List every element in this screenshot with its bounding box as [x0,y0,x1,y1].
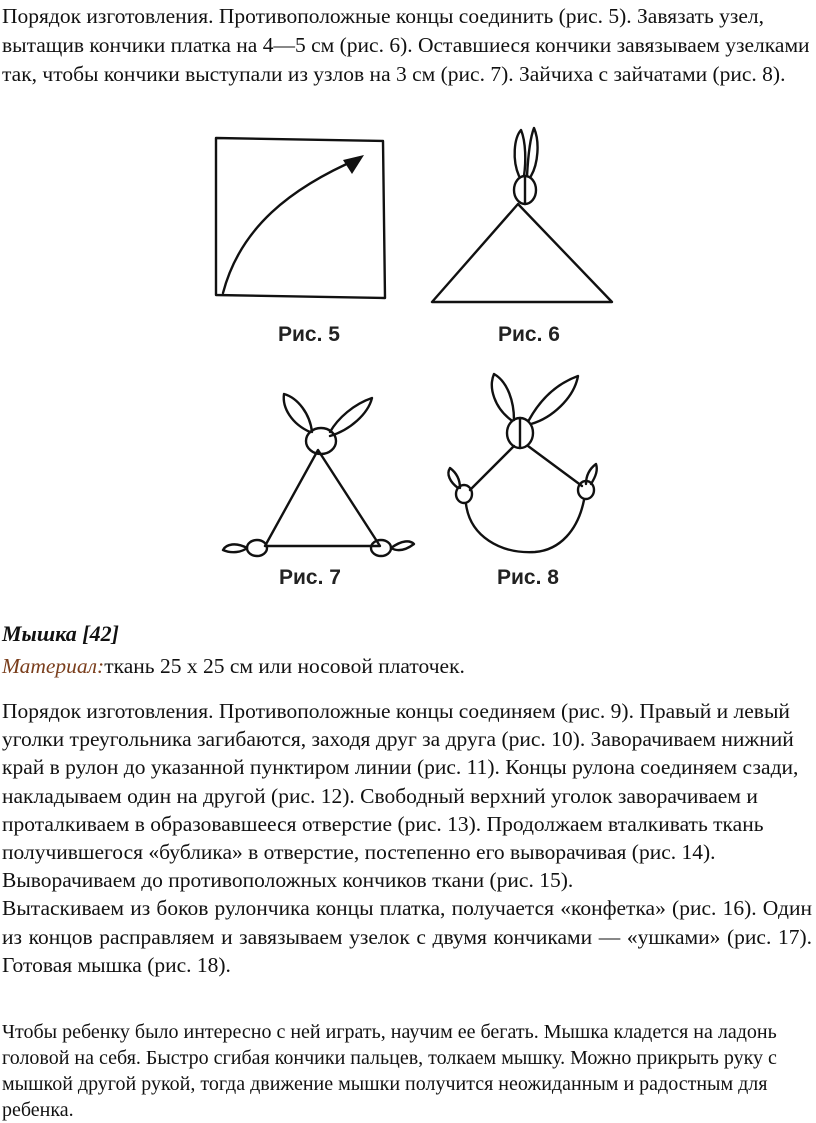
fig6-caption: Рис. 6 [498,323,560,346]
material-text: ткань 25 х 25 см или носовой платочек. [104,654,465,678]
figures-block [0,118,816,608]
intro-paragraph: Порядок изготовления. Противоположные концы соединить (рис. 5). Завязать узел, вытащив кончики платка на 4—5 см (рис. 6). Оставшиеся кончики завязываем узелками так, чтобы кончики выступали из узлов на 3 см (рис. 7). Зайчиха с зайчатами (рис. 8). [2,4,810,86]
fig7-caption: Рис. 7 [279,566,341,589]
instructions-paragraph [2,697,812,979]
section-heading: Мышка [42] [2,621,119,646]
fig8-drawing [448,374,596,552]
fig6-drawing [432,128,612,302]
fig8-caption: Рис. 8 [497,566,559,589]
material-label: Материал: [2,654,105,678]
material-line [2,652,465,681]
fig7-drawing [223,394,414,556]
fig5-drawing [216,138,385,298]
play-paragraph: Чтобы ребенку было интересно с ней играть, научим ее бегать. Мышка кладется на ладонь головой на себя. Быстро сгибая кончики пальцев, толкаем мышку. Можно прикрыть руку с мышкой другой рукой, тогда движение мышки получится неожиданным и радостным для ребенка. [2,1021,777,1121]
instructions-tail: Вытаскиваем из боков рулончика концы платка, получается «конфетка» (рис. 16). Один из концов расправляем и завязываем узелок с двумя кончиками — «ушками» (рис. 17). Готовая мышка (рис. 18). [2,896,812,977]
fig5-caption: Рис. 5 [278,323,340,346]
folding-illustrations [0,118,816,608]
instructions-main: Порядок изготовления. Противоположные концы соединяем (рис. 9). Правый и левый уголки треугольника загибаются, заходя друг за друга (рис. 10). Заворачиваем нижний край в рулон до указанной пунктиром линии (рис. 11). Концы рулона соединяем сзади, накладываем один на другой (рис. 12). Свободный верхний уголок заворачиваем и проталкиваем в образовавшееся отверстие (рис. 13). Продолжаем вталкивать ткань получившегося «бублика» в отверстие, постепенно его выворачивая (рис. 14). Выворачиваем до противоположных кончиков ткани (рис. 15). [2,699,799,893]
